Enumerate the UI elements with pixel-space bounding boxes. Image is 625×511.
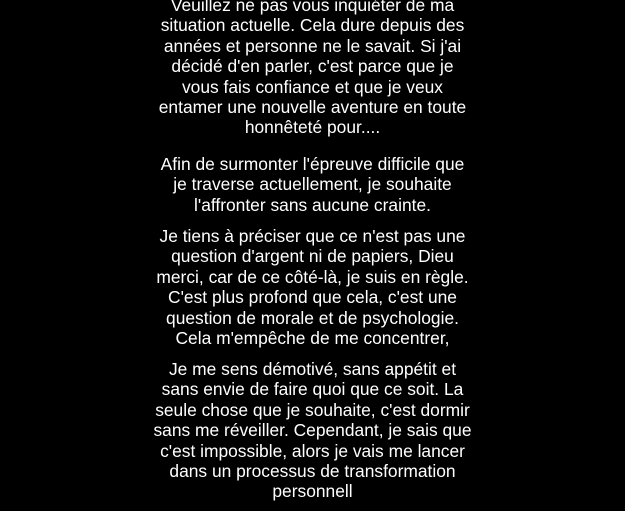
text-line: Afin de surmonter l'épreuve difficile que — [160, 154, 465, 174]
paragraph-2 — [0, 154, 625, 215]
text-line: merci, car de ce côté-là, je suis en règle. — [156, 266, 469, 287]
text-line: décidé d'en parler, c'est parce que je — [171, 56, 454, 77]
text-line: vous fais confiance et que je veux — [181, 76, 444, 97]
text-line: question d'argent ni de papiers, Dieu — [171, 246, 454, 267]
text-line: situation actuelle. Cela dure depuis des — [160, 15, 465, 36]
text-line: personnell — [272, 481, 353, 502]
text-line: Je tiens à préciser que ce n'est pas une — [159, 226, 466, 246]
paragraph-4 — [0, 359, 625, 502]
text-line: seule chose que je souhaite, c'est dormir — [155, 399, 470, 420]
text-line: années et personne ne le savait. Si j'ai — [163, 35, 462, 56]
text-line: Je me sens démotivé, sans appétit et — [168, 359, 457, 379]
text-line: sans envie de faire quoi que ce soit. La — [161, 379, 464, 400]
text-line: c'est impossible, alors je vais me lancer — [160, 440, 465, 461]
paragraph-1 — [0, 0, 625, 138]
text-line: C'est plus profond que cela, c'est une — [168, 287, 457, 308]
paragraph-3 — [0, 226, 625, 348]
text-line: Cela m'empêche de me concentrer, — [175, 328, 450, 349]
text-line: entamer une nouvelle aventure en toute — [158, 97, 467, 118]
text-line: dans un processus de transformation — [169, 461, 456, 482]
text-line: je traverse actuellement, je souhaite — [173, 174, 452, 195]
text-line: l'affronter sans aucune crainte. — [194, 194, 431, 215]
text-line: question de morale et de psychologie. — [166, 307, 459, 328]
text-line: honnêteté pour.... — [244, 117, 381, 138]
text-line: Veuillez ne pas vous inquiéter de ma — [170, 0, 455, 15]
text-line: sans me réveiller. Cependant, je sais que — [153, 420, 472, 441]
